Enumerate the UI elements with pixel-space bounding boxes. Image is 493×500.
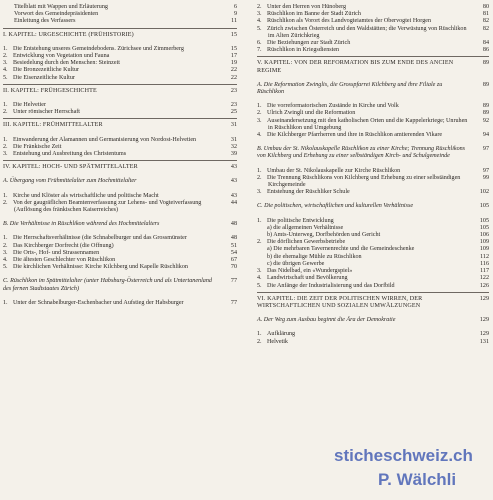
toc-entry <box>257 4 489 11</box>
page-number: 43 <box>230 192 237 199</box>
entry-title: b) die ehemalige Mühle zu Rüschlikon <box>267 253 362 260</box>
entry-title: Entwicklung von Vegetation und Fauna <box>13 53 110 60</box>
entry-number: 2. <box>257 4 262 10</box>
page-number: 129 <box>479 295 489 302</box>
entry-number: 1. <box>257 331 262 338</box>
entry-title: Die kirchlichen Verhältnisse: Kirche Kilchberg und Kapelle Rüschlikon <box>13 264 188 271</box>
page-number: 89 <box>482 81 489 88</box>
entry-number: 4. <box>257 132 262 139</box>
page-number: 129 <box>479 317 489 324</box>
page-number: 48 <box>230 221 237 228</box>
entry-number: 6. <box>257 40 262 47</box>
entry-title: Einleitung des Verfassers <box>14 18 76 25</box>
page-number: 70 <box>230 264 237 271</box>
spacer <box>257 139 489 146</box>
entry-title: Helvetik <box>267 338 288 345</box>
page-number: 105 <box>479 203 489 210</box>
entry-number: 3. <box>257 268 262 275</box>
page-number: 6 <box>233 4 237 10</box>
section-divider <box>257 56 489 57</box>
page-number: 116 <box>480 260 489 267</box>
watermark-site: sticheschweiz.ch <box>334 446 473 465</box>
entry-title: Die Trennung Rüschlikons von Kilchberg und Erhebung zu einer selbständigen Kirchgemeinde <box>267 174 461 189</box>
page-number: 82 <box>482 25 489 32</box>
page-number: 94 <box>482 132 489 139</box>
toc-entry <box>3 243 237 250</box>
toc-entry <box>3 257 237 264</box>
entry-title: Einwanderung der Alamannen und Germanisierung von Nordost-Helvetien <box>13 136 197 143</box>
entry-title: Von der gaugräflichen Beamtenverfassung zur Lehens- und Vogteiverfassung (Auflösung des fränkischen Kaiserreiches) <box>13 199 202 214</box>
toc-entry <box>3 300 237 307</box>
toc-entry <box>257 275 489 282</box>
toc-entry <box>3 4 237 11</box>
toc-entry <box>3 18 237 25</box>
entry-number: 2. <box>3 199 8 206</box>
page-number: 89 <box>482 110 489 117</box>
entry-number: 2. <box>3 143 8 150</box>
page-number: 92 <box>482 117 489 124</box>
chapter-heading <box>3 164 237 171</box>
entry-number: 4. <box>3 257 8 264</box>
spacer <box>3 39 237 46</box>
toc-entry <box>257 339 489 346</box>
toc-entry <box>3 137 237 144</box>
entry-title: Die Bronzezeitliche Kultur <box>13 67 79 74</box>
entry-number: 4. <box>3 67 8 74</box>
watermark-author: P. Wälchli <box>378 470 457 489</box>
entry-number: 3. <box>257 189 262 196</box>
toc-entry <box>257 261 489 268</box>
entry-number: 1. <box>3 192 8 199</box>
page-number: 89 <box>482 60 489 67</box>
page-number: 106 <box>479 232 489 239</box>
entry-title: Die vorreformatorischen Zustände in Kirche und Volk <box>267 103 399 110</box>
toc-entry <box>257 18 489 25</box>
page-number: 80 <box>482 4 489 10</box>
toc-entry <box>257 254 489 261</box>
entry-number: 2. <box>257 338 262 345</box>
page-number: 9 <box>233 11 237 18</box>
entry-number: 1. <box>3 299 8 306</box>
entry-number: 4. <box>257 275 262 282</box>
entry-title: Unter den Herren von Hünoberg <box>267 4 347 10</box>
page-number: 126 <box>479 282 489 289</box>
section-heading <box>257 146 489 160</box>
entry-title: Titelblatt mit Wappen und Erläuterung <box>14 4 108 10</box>
toc-entry <box>3 60 237 67</box>
spacer <box>257 211 489 218</box>
page-number: 109 <box>479 239 489 246</box>
page-number: 44 <box>230 199 237 206</box>
spacer <box>257 75 489 82</box>
entry-number: 2. <box>257 110 262 117</box>
toc-entry <box>3 200 237 214</box>
toc-entry <box>257 11 489 18</box>
entry-title: Die dörflichen Gewerbsbetriebe <box>267 239 346 246</box>
chapter-heading <box>257 60 489 74</box>
entry-title: b) Amts-Unterweg, Dorfbehörden und Gericht <box>267 232 381 239</box>
toc-entry <box>3 53 237 60</box>
page-number: 15 <box>230 31 237 38</box>
toc-entry <box>257 225 489 232</box>
page-number: 25 <box>230 109 237 116</box>
entry-title: Auseinandersetzung mit den katholischen Orten und die Kappelerkriege; Unruhen in Rüschlikon und Umgebung <box>267 117 468 131</box>
section-title: A. Der Weg zum Ausbau beginnt die Ära der Demokratie <box>257 317 396 324</box>
page-number: 102 <box>479 189 489 196</box>
entry-title: Die Orts-, Hof- und Strassennamen <box>13 249 100 256</box>
entry-title: Die Helvetier <box>13 102 46 109</box>
section-title: B. Umbau der St. Nikolauskapelle Rüschlikon zu einer Kirche; Trennung Rüschlikons von Kilchberg und Erhebung zu einer selbständigen Kirch- und Schulgemeinde <box>257 146 466 160</box>
page-number: 105 <box>479 217 489 224</box>
entry-title: Die Kilchberger Pfarrherren und ihre in Rüschlikon amtierenden Vikare <box>267 132 443 139</box>
section-heading <box>3 178 237 185</box>
entry-number: 2. <box>3 242 8 249</box>
spacer <box>3 214 237 221</box>
entry-number: 3. <box>3 249 8 256</box>
entry-number: 5. <box>3 264 8 271</box>
section-heading <box>3 278 237 292</box>
page-number: 81 <box>482 11 489 18</box>
page-number: 99 <box>482 174 489 181</box>
entry-title: Die Herrschaftsverhältnisse (die Schnabelburger und das Grossmünster <box>13 235 187 242</box>
toc-entry <box>257 26 489 40</box>
entry-title: Die Fränkische Zeit <box>13 143 62 150</box>
page-number: 22 <box>230 67 237 74</box>
chapter-title: II. KAPITEL: FRÜHGESCHICHTE <box>3 87 97 94</box>
entry-title: Landwirtschaft und Bevölkerung <box>267 275 348 282</box>
toc-entry <box>257 331 489 338</box>
toc-entry <box>257 246 489 253</box>
chapter-title: III. KAPITEL: FRÜHMITTELALTER <box>3 122 103 129</box>
entry-title: Entstehung der Rüschliker Schule <box>267 189 350 196</box>
entry-number: 5. <box>257 282 262 289</box>
entry-title: Die Eisenzeitliche Kultur <box>13 74 75 81</box>
chapter-heading <box>3 122 237 129</box>
toc-entry <box>257 283 489 290</box>
entry-title: Die politische Entwicklung <box>267 217 334 224</box>
page-number: 86 <box>482 47 489 54</box>
spacer <box>3 186 237 193</box>
page-number: 97 <box>482 146 489 153</box>
page-number: 105 <box>479 224 489 231</box>
entry-title: Das Nidelbad, ein «Wundergspiel» <box>267 268 353 275</box>
entry-title: Rüschlikon als Vorort des Landvogteiamtes der Obervogtei Horgen <box>267 18 431 25</box>
page-number: 23 <box>230 102 237 109</box>
page-number: 11 <box>231 18 237 25</box>
page-number: 51 <box>230 242 237 249</box>
entry-title: Umbau der St. Nikolauskapelle zur Kirche Rüschlikon <box>267 167 401 174</box>
page-number: 89 <box>482 103 489 110</box>
toc-entry <box>3 144 237 151</box>
section-title: B. Die Verhältnisse in Rüschlikon während des Hochmittelalters <box>3 221 160 228</box>
entry-number: 1. <box>3 235 8 242</box>
page-number: 43 <box>230 178 237 185</box>
entry-title: Die Anfänge der Industrialisierung und das Dorfbild <box>267 282 395 289</box>
entry-number: 3. <box>257 11 262 18</box>
toc-entry <box>257 218 489 225</box>
entry-number: 5. <box>257 25 262 32</box>
toc-entry <box>257 175 489 189</box>
entry-number: 1. <box>257 167 262 174</box>
entry-number: 1. <box>257 103 262 110</box>
entry-number: 1. <box>3 136 8 143</box>
page-number: 117 <box>480 268 489 275</box>
entry-title: Die Entstehung unseres Gemeindebodens. Zürichsee und Zimmerberg <box>13 45 184 52</box>
page-number: 77 <box>230 278 237 285</box>
entry-title: Entstehung und Ausbreitung des Christentums <box>13 151 127 158</box>
section-title: A. Die Reformation Zwinglis, die Grosspfarrei Kilchberg und ihre Filiale zu Rüschlikon <box>257 81 443 96</box>
page-number: 43 <box>230 164 237 171</box>
toc-entry <box>3 250 237 257</box>
page-number: 97 <box>482 167 489 174</box>
entry-title: Besiedelung durch den Menschen: Steinzeit <box>13 60 120 67</box>
chapter-heading <box>257 296 489 310</box>
section-divider <box>3 28 237 29</box>
chapter-title: IV. KAPITEL: HOCH- UND SPÄTMITTELALTER <box>3 164 138 171</box>
chapter-title: V. KAPITEL: VON DER REFORMATION BIS ZUM ENDE DES ANCIEN REGIME <box>257 60 454 74</box>
chapter-title: VI. KAPITEL: DIE ZEIT DER POLITISCHEN WIRREN, DER WIRTSCHAFTLICHEN UND SOZIALEN UMWÄLZUNGEN <box>257 295 423 309</box>
page-number: 32 <box>230 143 237 150</box>
section-title: C. Die politischen, wirtschaftlichen und kulturellen Verhältnisse <box>257 203 414 210</box>
page-number: 67 <box>230 257 237 264</box>
entry-number: 3. <box>257 117 262 124</box>
entry-title: Rüschlikon im Banne der Stadt Zürich <box>267 11 361 18</box>
entry-number: 2. <box>257 174 262 181</box>
page-number: 22 <box>230 74 237 81</box>
section-heading <box>257 203 489 210</box>
entry-number: 4. <box>257 18 262 25</box>
section-divider <box>3 160 237 161</box>
page-number: 77 <box>230 299 237 306</box>
toc-entry <box>3 67 237 74</box>
toc-entry <box>257 168 489 175</box>
entry-title: Vorwort des Gemeindepräsidenten <box>14 11 99 18</box>
toc-entry <box>257 47 489 54</box>
entry-title: Unter römischer Herrschaft <box>13 109 81 116</box>
entry-title: Ulrich Zwingli und die Reformation <box>267 110 356 117</box>
toc-left-column <box>3 4 237 307</box>
page-number: 131 <box>479 338 489 345</box>
page-number: 23 <box>230 87 237 94</box>
page-number: 19 <box>230 60 237 67</box>
spacer <box>3 293 237 300</box>
toc-right-column <box>257 4 489 346</box>
spacer <box>257 161 489 168</box>
toc-entry <box>3 151 237 158</box>
entry-title: Die ältesten Geschlechter von Rüschlikon <box>13 257 116 264</box>
page-number: 122 <box>479 275 489 282</box>
toc-entry <box>3 264 237 271</box>
section-title: A. Übergang vom Frühmittelalter zum Hochmittelalter <box>3 178 137 185</box>
entry-title: Aufklärung <box>267 331 296 338</box>
section-heading <box>257 317 489 324</box>
page-number: 15 <box>230 45 237 52</box>
section-heading <box>3 221 237 228</box>
entry-title: Unter der Schnabelburger-Eschenbacher und Aufstieg der Habsburger <box>13 299 184 306</box>
toc-entry <box>3 109 237 116</box>
entry-number: 1. <box>3 102 8 109</box>
toc-entry <box>257 110 489 117</box>
entry-title: Das Kirchberger Dorfrecht (die Offnung) <box>13 242 114 249</box>
entry-title: a) Die mehrbaren Tavernenrechte und die Gemeindeschenke <box>267 246 415 253</box>
entry-title: Zürich zwischen Österreich und den Waldstätten; die Verwüstung von Rüschlikon im Alten Zürichkrieg <box>267 25 467 39</box>
section-divider <box>3 84 237 85</box>
section-heading <box>257 82 489 96</box>
page-number: 48 <box>230 235 237 242</box>
entry-number: 1. <box>3 45 8 52</box>
entry-number: 2. <box>257 239 262 246</box>
toc-entry <box>257 189 489 196</box>
entry-title: Die Beziehungen zur Stadt Zürich <box>267 40 351 47</box>
chapter-heading <box>3 88 237 95</box>
section-divider <box>3 118 237 119</box>
page-number: 129 <box>479 331 489 338</box>
page-number: 112 <box>480 253 489 260</box>
entry-number: 3. <box>3 151 8 158</box>
toc-entry <box>257 40 489 47</box>
entry-title: a) die allgemeinen Verhältnisse <box>267 224 344 231</box>
entry-title: Kirche und Klöster als wirtschaftliche und politische Macht <box>13 192 159 199</box>
section-title: C. Rüschlikon im Spätmittelalter (unter Habsburg-Österreich und als Untertanenland des fernen Stadtstaates Zürich) <box>3 278 212 292</box>
toc-entry <box>3 193 237 200</box>
page-number: 17 <box>230 53 237 60</box>
toc-entry <box>3 75 237 82</box>
toc-entry <box>3 46 237 53</box>
entry-title: c) die übrigen Gewerbe <box>267 260 325 267</box>
entry-number: 2. <box>3 109 8 116</box>
page-number: 82 <box>482 18 489 25</box>
toc-entry <box>3 235 237 242</box>
entry-number: 1. <box>257 217 262 224</box>
entry-number: 5. <box>3 74 8 81</box>
entry-number: 2. <box>3 53 8 60</box>
toc-entry <box>257 132 489 139</box>
entry-number: 7. <box>257 47 262 54</box>
entry-number: 3. <box>3 60 8 67</box>
toc-entry <box>257 118 489 132</box>
spacer <box>3 95 237 102</box>
chapter-title: I. KAPITEL: URGESCHICHTE (FRÜHISTORIE) <box>3 31 134 38</box>
page-number: 31 <box>230 136 237 143</box>
page-number: 39 <box>230 151 237 158</box>
section-divider <box>257 292 489 293</box>
entry-title: Rüschlikon in Kriegsdiensten <box>267 47 340 54</box>
page-number: 84 <box>482 40 489 47</box>
spacer <box>3 130 237 137</box>
page-number: 31 <box>230 122 237 129</box>
page-number: 109 <box>479 246 489 253</box>
page-number: 54 <box>230 249 237 256</box>
chapter-heading <box>3 32 237 39</box>
